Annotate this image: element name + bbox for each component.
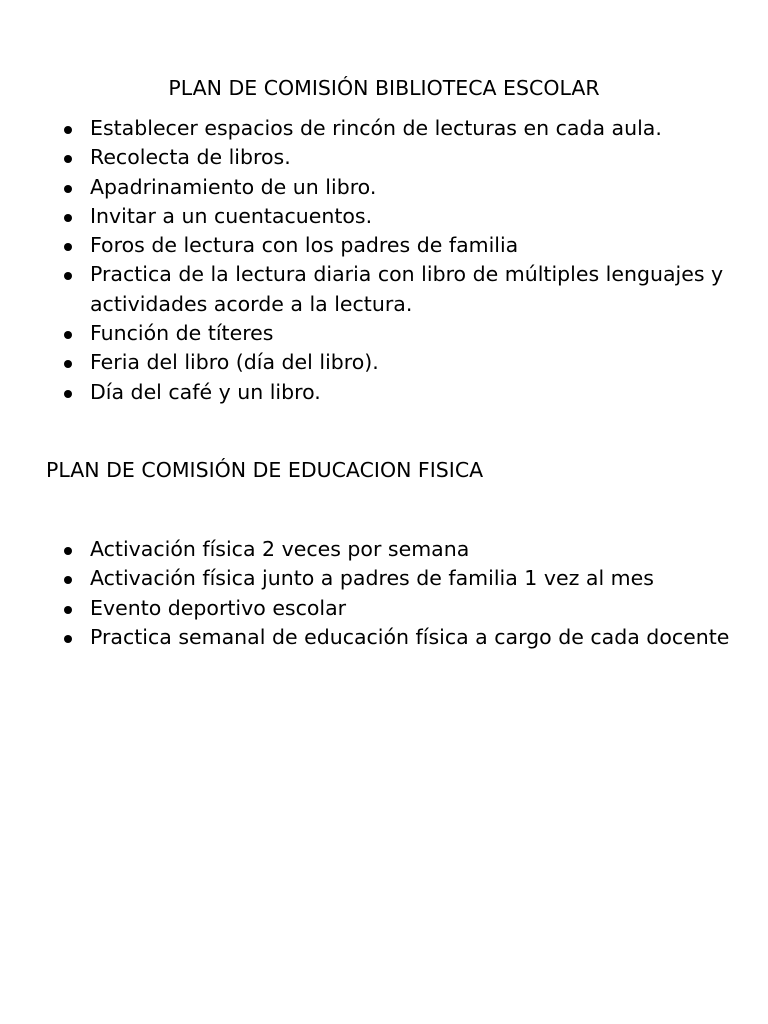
- list-item: [0, 623, 740, 652]
- list-item: [0, 594, 740, 623]
- bullet-icon: [64, 214, 72, 222]
- list-item-text: Activación física 2 veces por semana: [90, 537, 470, 561]
- section-title-biblioteca: PLAN DE COMISIÓN BIBLIOTECA ESCOLAR: [168, 76, 600, 100]
- list-item-text: Día del café y un libro.: [90, 379, 321, 404]
- list-item: [0, 260, 740, 319]
- bullet-icon: [64, 243, 72, 251]
- list-item: [0, 114, 740, 143]
- bullet-icon: [64, 606, 72, 614]
- list-item: [0, 535, 740, 564]
- bullet-icon: [64, 185, 72, 193]
- list-item-text: Practica de la lectura diaria con libro de múltiples lenguajes y actividades acorde a la lectura.: [90, 262, 724, 316]
- list-item-text: Feria del libro (día del libro).: [90, 350, 379, 375]
- list-item-text: Practica semanal de educación física a cargo de cada docente: [90, 624, 730, 649]
- list-item-text: Recolecta de libros.: [90, 145, 291, 170]
- list-item: [0, 231, 740, 260]
- list-item: [0, 319, 740, 348]
- bullet-icon: [64, 390, 72, 398]
- list-item: [0, 378, 740, 407]
- bullet-icon: [64, 272, 72, 280]
- list-item-text: Función de títeres: [90, 321, 274, 346]
- bullet-icon: [64, 126, 72, 134]
- bullet-icon: [64, 547, 72, 555]
- bullet-icon: [64, 360, 72, 368]
- list-item-text: Activación física junto a padres de familia 1 vez al mes: [90, 566, 654, 591]
- list-educacion-fisica: [0, 535, 740, 652]
- bullet-icon: [64, 635, 72, 643]
- bullet-icon: [64, 331, 72, 339]
- list-item-text: Invitar a un cuentacuentos.: [90, 203, 373, 228]
- list-item-text: Apadrinamiento de un libro.: [90, 174, 377, 199]
- bullet-icon: [64, 576, 72, 584]
- list-item: [0, 564, 740, 593]
- list-item-text: Establecer espacios de rincón de lecturas en cada aula.: [90, 116, 662, 140]
- list-item: [0, 173, 740, 202]
- list-item-text: Evento deportivo escolar: [90, 595, 347, 620]
- section-title-educacion-fisica: PLAN DE COMISIÓN DE EDUCACION FISICA: [46, 458, 484, 482]
- list-item: [0, 143, 740, 172]
- list-item-text: Foros de lectura con los padres de familia: [90, 233, 519, 258]
- list-item: [0, 202, 740, 231]
- bullet-icon: [64, 155, 72, 163]
- list-biblioteca: [0, 114, 740, 407]
- list-item: [0, 348, 740, 377]
